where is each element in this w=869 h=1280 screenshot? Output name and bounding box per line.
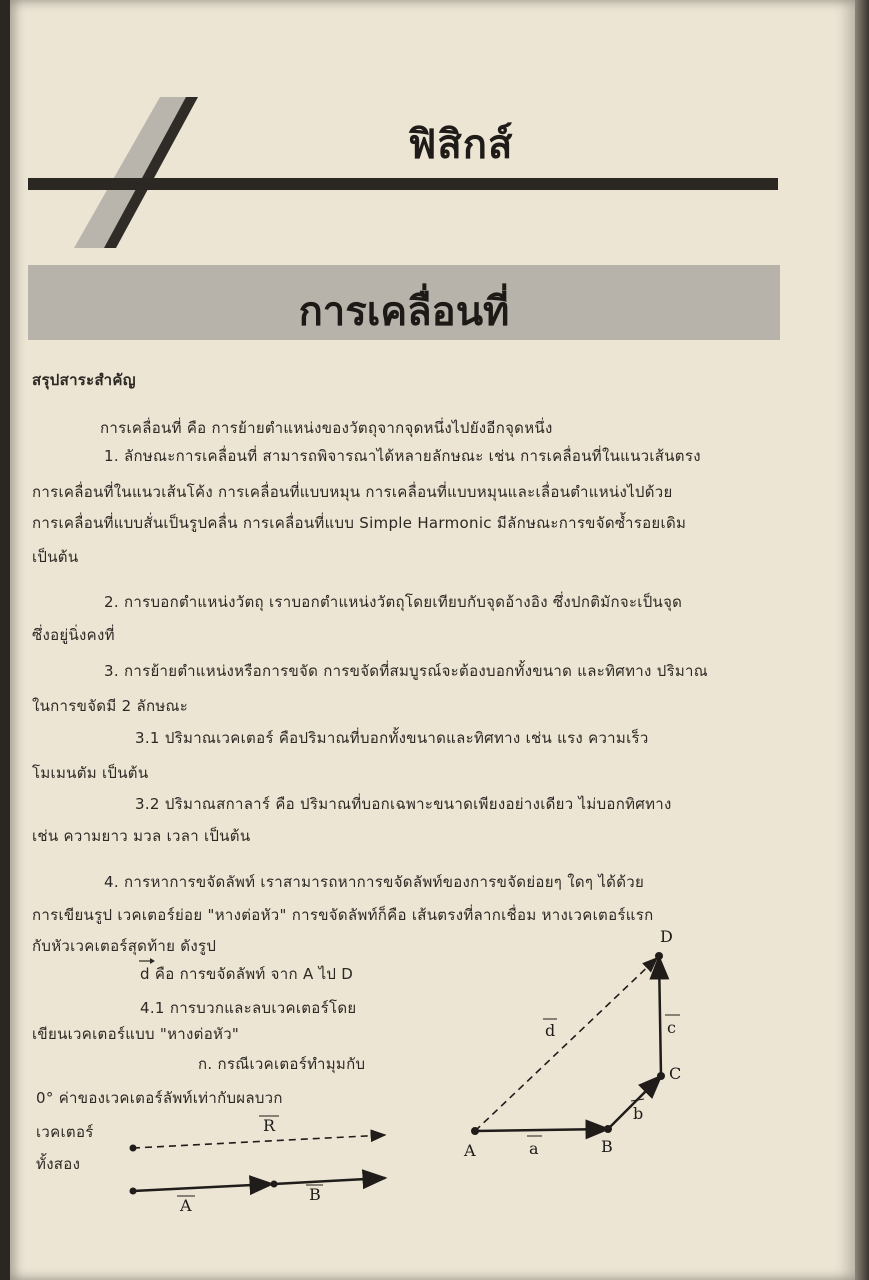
paragraph-line: 1. ลักษณะการเคลื่อนที่ สามารถพิจารณาได้หลายลักษณะ เช่น การเคลื่อนที่ในแนวเส้นตรง xyxy=(104,447,701,465)
paragraph-line: การเคลื่อนที่ คือ การย้ายตำแหน่งของวัตถุจากจุดหนึ่งไปยังอีกจุดหนึ่ง xyxy=(100,419,553,437)
point-c-label: C xyxy=(669,1064,682,1083)
paragraph-line: เช่น ความยาว มวล เวลา เป็นต้น xyxy=(32,827,251,845)
paragraph-line: การเคลื่อนที่แบบสั่นเป็นรูปคลื่น การเคลื่อนที่แบบ Simple Harmonic มีลักษณะการขจัดซ้ำรอยเดิม xyxy=(32,514,687,532)
vector-sum-b-line xyxy=(274,1178,385,1184)
paragraph-line: 3.2 ปริมาณสกาลาร์ คือ ปริมาณที่บอกเฉพาะขนาดเพียงอย่างเดียว ไม่บอกทิศทาง xyxy=(135,795,672,813)
vector-c-label: c xyxy=(667,1018,676,1037)
paragraph-line: 4.1 การบวกและลบเวคเตอร์โดย xyxy=(140,999,357,1017)
vector-a-label: a xyxy=(529,1139,539,1158)
point-d-label: D xyxy=(660,927,673,946)
paragraph-line: 3. การย้ายตำแหน่งหรือการขจัด การขจัดที่สมบูรณ์จะต้องบอกทั้งขนาด และทิศทาง ปริมาณ xyxy=(104,662,708,680)
paragraph-line: 3.1 ปริมาณเวคเตอร์ คือปริมาณที่บอกทั้งขนาดและทิศทาง เช่น แรง ความเร็ว xyxy=(135,729,649,747)
vector-d-line xyxy=(475,958,657,1131)
paragraph-line: ในการขจัดมี 2 ลักษณะ xyxy=(32,697,189,715)
paragraph-line: 4. การหาการขจัดลัพท์ เราสามารถหาการขจัดลัพท์ของการขจัดย่อยๆ ใดๆ ได้ด้วย xyxy=(104,873,645,891)
paragraph-line: 2. การบอกตำแหน่งวัตถุ เราบอกตำแหน่งวัตถุโดยเทียบกับจุดอ้างอิง ซึ่งปกติมักจะเป็นจุด xyxy=(104,593,683,611)
paragraph-line: การเขียนรูป เวคเตอร์ย่อย "หางต่อหัว" การขจัดลัพท์ก็คือ เส้นตรงที่ลากเชื่อม หางเวคเตอร์แรก xyxy=(32,906,654,924)
paragraph-line: ซึ่งอยู่นิ่งคงที่ xyxy=(32,626,115,644)
vector-c-line xyxy=(659,957,661,1076)
summary-heading: สรุปสาระสำคัญ xyxy=(32,371,136,389)
resultant-r-line xyxy=(133,1135,385,1148)
vector-d-label: d xyxy=(545,1021,556,1040)
chapter-title: การเคลื่อนที่ xyxy=(298,289,510,335)
paragraph-line: การเคลื่อนที่ในแนวเส้นโค้ง การเคลื่อนที่แบบหมุน การเคลื่อนที่แบบหมุนและเลื่อนตำแหน่งไปด้วย xyxy=(32,483,673,501)
paragraph-line: กับหัวเวคเตอร์สุดท้าย ดังรูป xyxy=(32,937,217,955)
vector-a-line xyxy=(475,1129,608,1131)
paragraph-line: ทั้งสอง xyxy=(36,1155,81,1173)
point-b-label: B xyxy=(601,1137,613,1156)
vector-sum-figure xyxy=(130,1116,386,1215)
paragraph-line: d คือ การขจัดลัพท์ จาก A ไป D xyxy=(140,965,354,983)
point-a-dot xyxy=(471,1127,479,1135)
point-c-dot xyxy=(657,1072,665,1080)
page-title: ฟิสิกส์ xyxy=(408,122,514,168)
vector-b-label: b xyxy=(633,1104,644,1123)
vector-sum-a-label: A xyxy=(180,1196,192,1215)
paragraph-line: ก. กรณีเวคเตอร์ทำมุมกับ xyxy=(198,1055,366,1073)
paragraph-line: เขียนเวคเตอร์แบบ "หางต่อหัว" xyxy=(32,1025,240,1043)
resultant-r-label: R xyxy=(263,1116,276,1135)
vector-sum-a-line xyxy=(133,1184,272,1191)
point-a-label: A xyxy=(464,1141,476,1160)
vector-sum-b-label: B xyxy=(309,1185,321,1204)
paragraph-line: โมเมนตัม เป็นต้น xyxy=(32,764,149,782)
vector-d-overline xyxy=(139,958,155,964)
vector-polygon-figure xyxy=(463,927,681,1160)
paragraph-line: 0° ค่าของเวคเตอร์ลัพท์เท่ากับผลบวก xyxy=(36,1089,283,1107)
point-d-dot xyxy=(655,952,663,960)
paragraph-line: เวคเตอร์ xyxy=(36,1123,94,1141)
point-b-dot xyxy=(604,1125,612,1133)
paragraph-line: เป็นต้น xyxy=(32,548,79,566)
